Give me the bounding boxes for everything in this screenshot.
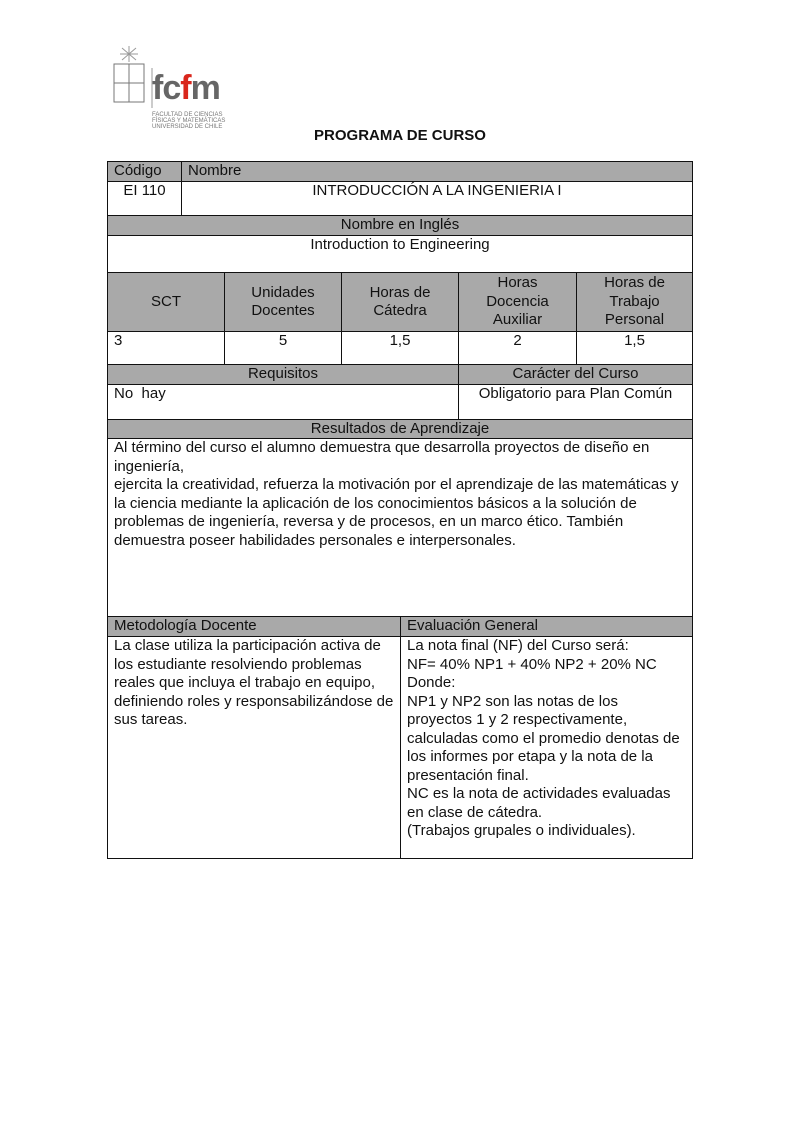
horas-trabajo-value: 1,5 [576, 331, 693, 365]
code-label: Código [107, 161, 182, 182]
horas-trabajo-header: Horas de Trabajo Personal [576, 272, 693, 332]
horas-auxiliar-header: Horas Docencia Auxiliar [458, 272, 577, 332]
evaluacion-label: Evaluación General [400, 616, 693, 637]
english-name-label: Nombre en Inglés [107, 215, 693, 236]
university-seal-icon [114, 46, 144, 102]
horas-auxiliar-value: 2 [458, 331, 577, 365]
name-label: Nombre [181, 161, 693, 182]
unidades-docentes-header: Unidades Docentes [224, 272, 342, 332]
course-name: INTRODUCCIÓN A LA INGENIERIA I [181, 181, 693, 216]
course-code: EI 110 [107, 181, 182, 216]
english-name: Introduction to Engineering [107, 235, 693, 273]
unidades-docentes-value: 5 [224, 331, 342, 365]
requisitos-label: Requisitos [107, 364, 459, 385]
fcfm-logo [112, 44, 242, 134]
sct-value: 3 [107, 331, 225, 365]
caracter-value: Obligatorio para Plan Común [458, 384, 693, 420]
caracter-label: Carácter del Curso [458, 364, 693, 385]
horas-catedra-value: 1,5 [341, 331, 459, 365]
evaluacion-text: La nota final (NF) del Curso será: NF= 40% NP1 + 40% NP2 + 20% NC Donde: NP1 y NP2 son las notas de los proyectos 1 y 2 respectivamente, calculadas como el promedio denotas de los informes por etapa y la nota de la presentación final. NC es la nota de actividades evaluadas en clase de cátedra. (Trabajos grupales o individuales). [400, 636, 693, 859]
page-title: PROGRAMA DE CURSO [314, 127, 486, 144]
resultados-text: Al término del curso el alumno demuestra que desarrolla proyectos de diseño en ingeniería, ejercita la creatividad, refuerza la motivación por el aprendizaje de las matemáticas y la ciencia mediante la aplicación de los conocimientos básicos a la solución de problemas de ingeniería, reversa y de procesos, en un marco ético. También demuestra poseer habilidades personales e interpersonales. [107, 438, 693, 617]
svg-text:UNIVERSIDAD DE CHILE: UNIVERSIDAD DE CHILE [152, 124, 223, 130]
svg-text:fcfm: fcfm [152, 69, 220, 107]
metodologia-text: La clase utiliza la participación activa de los estudiante resolviendo problemas reales que incluya el trabajo en equipo, definiendo roles y responsabilizándose de sus tareas. [107, 636, 401, 859]
sct-header: SCT [107, 272, 225, 332]
svg-text:FÍSICAS Y MATEMÁTICAS: FÍSICAS Y MATEMÁTICAS [152, 118, 226, 124]
horas-catedra-header: Horas de Cátedra [341, 272, 459, 332]
resultados-label: Resultados de Aprendizaje [107, 419, 693, 439]
requisitos-value: No hay [107, 384, 459, 420]
svg-text:FACULTAD DE CIENCIAS: FACULTAD DE CIENCIAS [152, 112, 223, 118]
metodologia-label: Metodología Docente [107, 616, 401, 637]
